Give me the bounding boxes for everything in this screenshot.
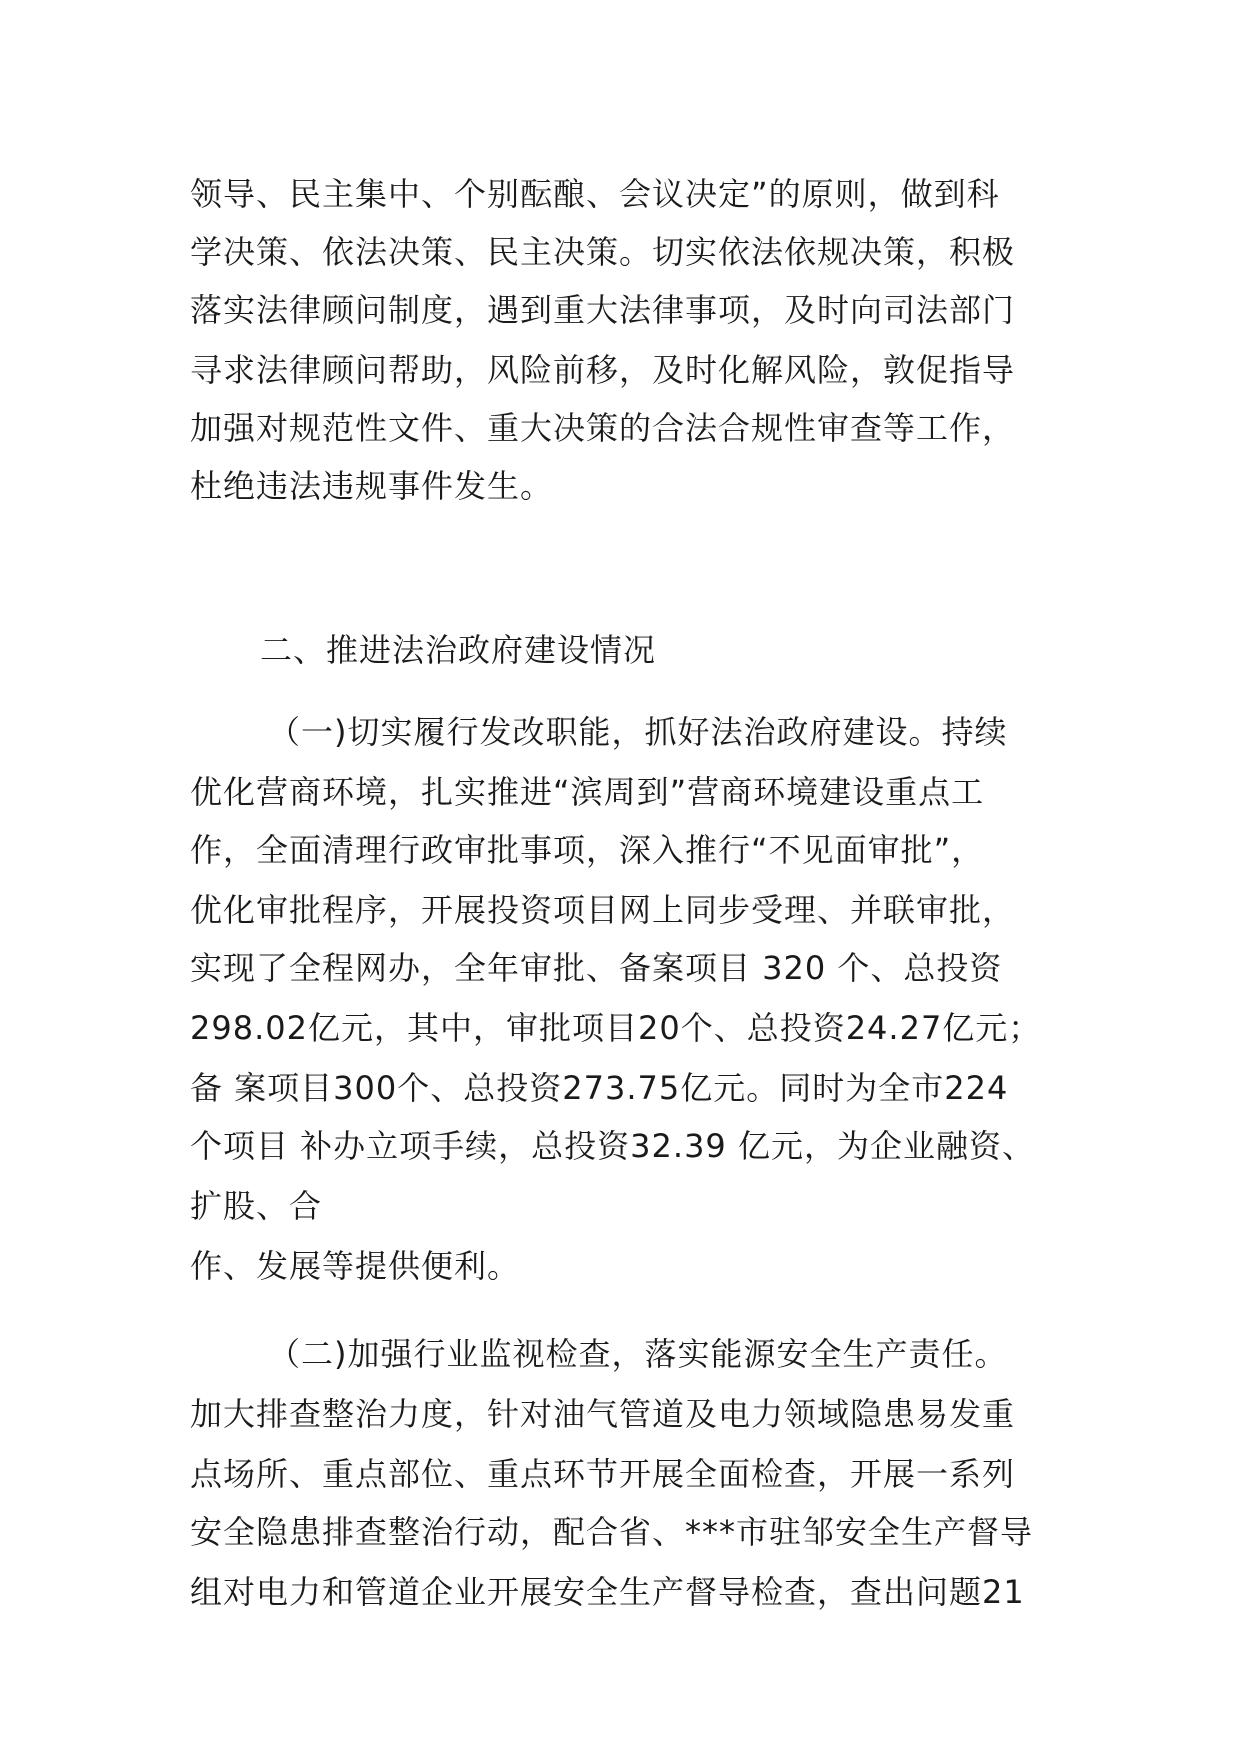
paragraph1-line: 寻求法律顾问帮助，风险前移，及时化解风险，敦促指导 xyxy=(190,351,1016,389)
paragraph2-line: 优化审批程序，开展投资项目网上同步受理、并联审批， xyxy=(190,891,1016,929)
paragraph1-line: 学决策、依法决策、民主决策。切实依法依规决策，积极 xyxy=(190,233,1016,271)
paragraph2-line: 实现了全程网办，全年审批、备案项目 320 个、总投资 xyxy=(190,949,1003,987)
paragraph2-line: 扩股、合 xyxy=(190,1187,323,1225)
paragraph1-line: 领导、民主集中、个别酝酿、会议决定”的原则，做到科 xyxy=(190,175,1000,213)
paragraph3-line: 点场所、重点部位、重点环节开展全面检查，开展一系列 xyxy=(190,1455,1016,1493)
paragraph1-line: 杜绝违法违规事件发生。 xyxy=(190,467,554,505)
paragraph2-line: 备 案项目300个、总投资273.75亿元。同时为全市224 xyxy=(190,1069,1009,1107)
paragraph2-line: （一)切实履行发改职能，抓好法治政府建设。持续 xyxy=(268,713,1008,751)
paragraph2-line: 作、发展等提供便利。 xyxy=(190,1247,521,1285)
paragraph1-line: 落实法律顾问制度，遇到重大法律事项，及时向司法部门 xyxy=(190,291,1016,329)
paragraph2-line: 优化营商环境，扎实推进“滨周到”营商环境建设重点工 xyxy=(190,773,985,811)
paragraph2-line: 298.02亿元，其中，审批项目20个、总投资24.27亿元； xyxy=(190,1009,1042,1047)
paragraph3-line: 组对电力和管道企业开展安全生产督导检查，查出问题21 xyxy=(190,1573,1025,1611)
paragraph3-line: 加大排查整治力度，针对油气管道及电力领域隐患易发重 xyxy=(190,1395,1016,1433)
paragraph3-line: 安全隐患排查整治行动，配合省、***市驻邹安全生产督导 xyxy=(190,1513,1034,1551)
section-heading: 二、推进法治政府建设情况 xyxy=(260,631,657,669)
paragraph2-line: 作，全面清理行政审批事项，深入推行“不见面审批”， xyxy=(190,831,985,869)
paragraph2-line: 个项目 补办立项手续，总投资32.39 亿元，为企业融资、 xyxy=(190,1127,1035,1165)
paragraph3-line: （二)加强行业监视检查，落实能源安全生产责任。 xyxy=(268,1335,1008,1373)
paragraph1-line: 加强对规范性文件、重大决策的合法合规性审查等工作， xyxy=(190,409,1016,447)
